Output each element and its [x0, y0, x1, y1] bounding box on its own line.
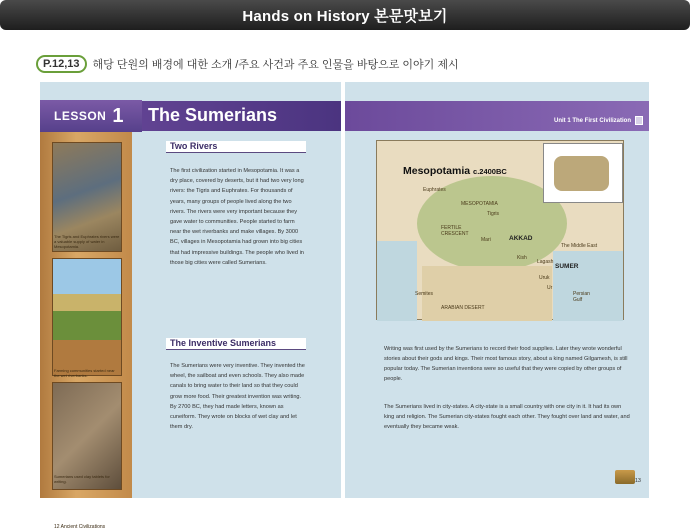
left-page	[40, 82, 341, 530]
map-label: AKKAD	[509, 235, 533, 242]
page-badge: P.12,13	[36, 55, 87, 73]
right-page	[345, 82, 649, 498]
map-label: Kish	[517, 255, 527, 261]
map-title: Mesopotamia c.2400BC	[403, 165, 507, 177]
ziggurat-icon	[615, 470, 635, 484]
mesopotamia-map	[376, 140, 624, 320]
page-number: 13	[634, 478, 641, 484]
book-icon	[635, 116, 643, 125]
lesson-number: 1	[112, 104, 124, 127]
map-label: MESOPOTAMIA	[461, 201, 498, 207]
lesson-tag	[40, 100, 142, 132]
map-label: Persian Gulf	[573, 291, 590, 303]
map-label: Ur	[547, 285, 553, 291]
header-bar	[0, 0, 690, 30]
paragraph: The Sumerians lived in city-states. A city-state is a small country with one city in it. It had its own king and religion. The Sumerian city-states fought each other. They fought over land and water, and eventually they became weak.	[384, 404, 630, 430]
section-heading: The Inventive Sumerians	[166, 338, 306, 350]
world-inset-map	[543, 143, 623, 203]
map-label: Euphrates	[423, 187, 446, 193]
section-body: The Sumerians were very inventive. They invented the wheel, the sailboat and even schools. They also made canals to bring water to their land so that they could grow more food. Their greatest invention was writing. By 2700 BC, they had made letters, known as cuneiform. They wrote on blocks of wet clay and let them dry.	[170, 363, 305, 431]
map-label: FERTILE CRESCENT	[441, 225, 469, 237]
parchment-strip	[40, 132, 132, 530]
map-label: Semites	[415, 291, 434, 297]
photo-caption: Sumerians used clay tablets for writing.	[54, 474, 110, 484]
sea-area	[377, 241, 417, 321]
map-label: Lagash	[537, 259, 554, 265]
map-label: Mari	[481, 237, 491, 243]
map-label: SUMER	[555, 263, 579, 270]
inset-landmass	[554, 156, 609, 191]
map-label: ARABIAN DESERT	[441, 305, 485, 311]
lesson-title: The Sumerians	[148, 105, 278, 125]
map-label: Uruk	[539, 275, 550, 281]
map-label: Tigris	[487, 211, 500, 217]
page-description: 해당 단원의 배경에 대한 소개 /주요 사건과 주요 인물을 바탕으로 이야기 제시	[92, 59, 459, 71]
unit-label: Unit 1 The First Civilization	[553, 118, 631, 124]
section-heading: Two Rivers	[166, 141, 306, 153]
page-reference	[36, 55, 459, 73]
paragraph: Writing was first used by the Sumerians to record their food supplies. Later they wrote wonderful stories about their gods and kings. Their most famous story, about a king named Gilgamesh, is still popular today. The Sumerian inventions were so useful that they were copied by other groups of people.	[384, 346, 628, 382]
gulf-area	[553, 251, 623, 321]
lesson-label: LESSON	[54, 109, 107, 123]
photo-caption: The Tigris and Euphrates rivers were a valuable supply of water in Mesopotamia.	[54, 234, 120, 249]
header-title: Hands on History 본문맛보기	[242, 7, 448, 25]
page-footer: 12 Ancient Civilizations	[54, 524, 106, 530]
map-label: The Middle East	[561, 243, 598, 249]
photo-caption: Farming communities started near the wet riverbanks.	[54, 368, 115, 378]
desert-area	[422, 266, 552, 321]
farming-illustration	[52, 258, 122, 376]
unit-banner	[345, 101, 649, 131]
section-body: The first civilization started in Mesopotamia. It was a dry place, covered by deserts, but it had two very long rivers: the Tigris and Euphrates. For thousands of years, many groups of people lived along the two rivers. The rivers were very important because they gave water to communities. People started to farm near the wet riverbanks and make villages. By 3000 BC, villages in Mesopotamia had grown into big cities that had impressive buildings. The people who lived in those big cities were called Sumerians.	[170, 168, 304, 266]
